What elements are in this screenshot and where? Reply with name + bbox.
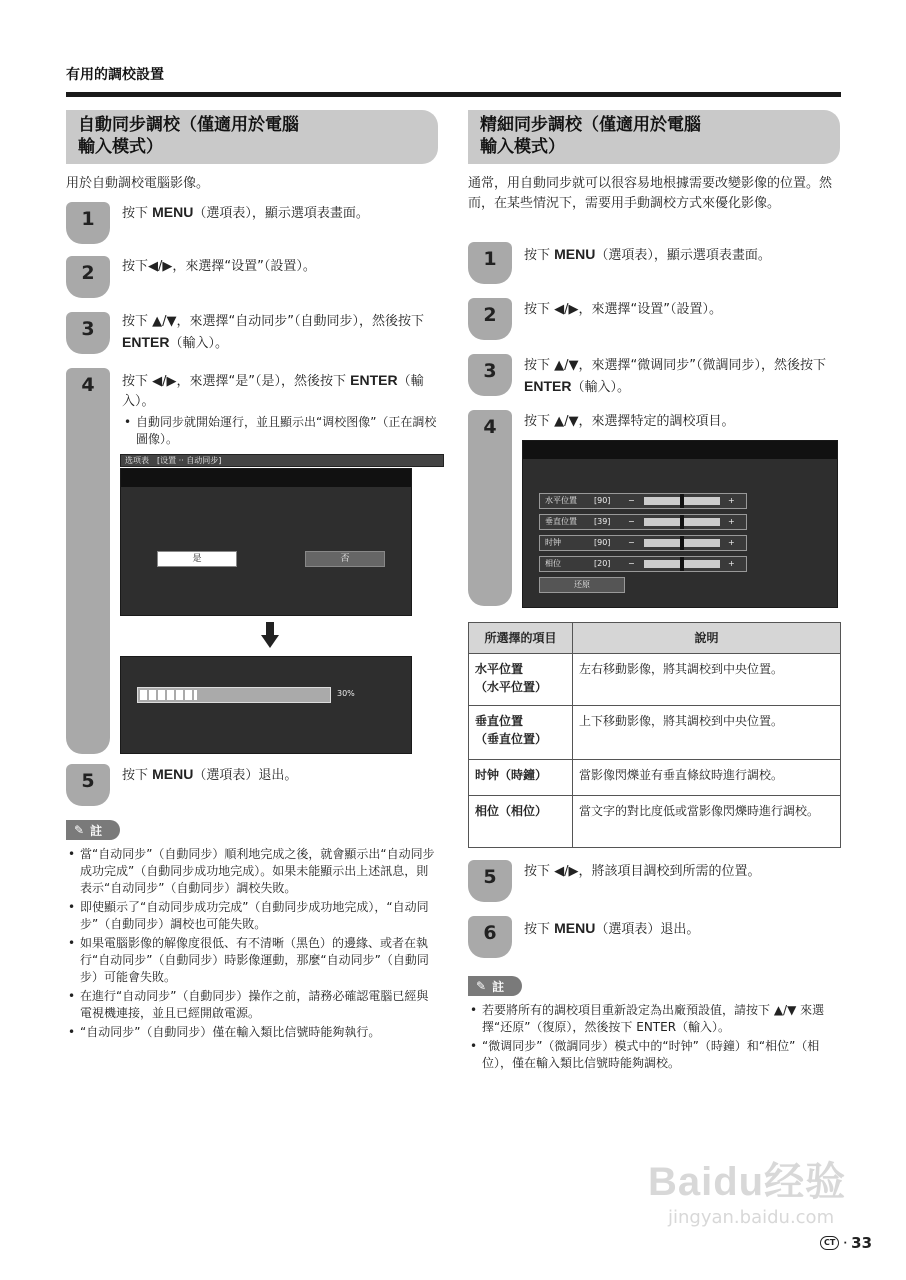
right-step-5-text: 按下 ◀/▶，將該項目調校到所需的位置。 [524, 864, 761, 879]
no-button[interactable]: 否 [305, 551, 385, 567]
right-step-6-text: 按下 MENU（選項表）退出。 [524, 920, 700, 937]
adjust-row[interactable] [539, 535, 747, 551]
step-4-bullet: • 自動同步就開始運行，並且顯示出“调校图像”（正在調校圖像）。 [122, 414, 444, 448]
step-number: 4 [483, 416, 497, 438]
adjust-slider[interactable] [644, 518, 720, 526]
note-item: • 若要將所有的調校項目重新設定為出廠預設值，請按下 ▲/▼ 來選擇“还原”（復原），然後按下 ENTER（輸入）。 [468, 1002, 842, 1036]
progress-fill [140, 690, 197, 700]
minus-icon: − [628, 517, 635, 526]
minus-icon: − [628, 496, 635, 505]
right-step-3-text: 按下 ▲/▼，來選擇“微调同步”（微調同步），然後按下 ENTER（輸入）。 [524, 358, 826, 395]
adjust-row[interactable] [539, 493, 747, 509]
step-number: 6 [483, 922, 497, 944]
right-step-4-text: 按下 ▲/▼，來選擇特定的調校項目。 [524, 414, 735, 429]
step-1-text: 按下 MENU（選項表），顯示選項表畫面。 [122, 204, 369, 221]
left-steps [66, 196, 444, 806]
table-header-row [469, 623, 841, 654]
step-number: 5 [483, 866, 497, 888]
progress-bar [137, 687, 331, 703]
note-label: 註 [90, 823, 103, 838]
step-bar [66, 368, 110, 754]
table-row [469, 654, 841, 706]
right-step-2-text: 按下 ◀/▶，來選擇“设置”（設置）。 [524, 302, 722, 317]
progress-screen [120, 656, 412, 754]
right-section-title: 精細同步調校（僅適用於電腦 輸入模式） [468, 110, 840, 164]
down-arrow-icon [260, 620, 280, 650]
table-row [469, 760, 841, 796]
pencil-icon: ✎ [74, 823, 85, 837]
plus-icon: + [728, 496, 735, 505]
auto-sync-dialog-screen [120, 468, 412, 616]
yes-button[interactable]: 是 [157, 551, 237, 567]
adjust-slider[interactable] [644, 560, 720, 568]
menu-bar [120, 454, 444, 467]
watermark-url: jingyan.baidu.com [668, 1207, 835, 1228]
step-number: 2 [81, 262, 95, 284]
menu-bar-label: 选项表 [设置 ·· 自动同步] [125, 456, 222, 465]
table-row [469, 706, 841, 760]
left-section-title: 自動同步調校（僅適用於電腦 輸入模式） [66, 110, 438, 164]
adjust-label: 相位 [545, 559, 561, 568]
step-number: 5 [81, 770, 95, 792]
reset-button[interactable]: 还原 [539, 577, 625, 593]
adjust-value: [90] [594, 496, 611, 505]
note-item: • 即使顯示了“自动同步成功完成”（自動同步成功地完成），“自动同步”（自動同步）調校也可能失敗。 [66, 899, 440, 933]
table-cell: 水平位置 （水平位置） [469, 654, 573, 706]
step-bar [468, 410, 512, 606]
note-item: • 在進行“自动同步”（自動同步）操作之前，請務必確認電腦已經與電視機連接，並且已經開啟電源。 [66, 988, 440, 1022]
description-table [468, 622, 841, 848]
progress-label: 30% [337, 689, 355, 698]
right-intro: 通常，用自動同步就可以很容易地根據需要改變影像的位置。然而，在某些情況下，需要用手動調校方式來優化影像。 [468, 176, 833, 211]
footer-dot: · [843, 1237, 848, 1249]
adjust-label: 水平位置 [545, 496, 577, 505]
step-number: 2 [483, 304, 497, 326]
lang-badge: CT [820, 1236, 839, 1250]
fine-sync-screen [522, 440, 838, 608]
page-header: 有用的調校設置 [66, 67, 164, 83]
table-cell: 上下移動影像，將其調校到中央位置。 [573, 706, 841, 760]
table-cell: 时钟（時鐘） [469, 760, 573, 796]
slider-knob[interactable] [680, 557, 684, 571]
plus-icon: + [728, 559, 735, 568]
plus-icon: + [728, 538, 735, 547]
right-step-1-text: 按下 MENU（選項表），顯示選項表畫面。 [524, 246, 771, 263]
minus-icon: − [628, 559, 635, 568]
table-cell: 當文字的對比度低或當影像閃爍時進行調校。 [573, 796, 841, 848]
page-footer [820, 1234, 872, 1252]
adjust-slider[interactable] [644, 497, 720, 505]
screen-header [523, 441, 837, 459]
note-item: • “微调同步”（微調同步）模式中的“时钟”（時鐘）和“相位”（相位），僅在輸入類比信號時能夠調校。 [468, 1038, 842, 1072]
adjust-value: [90] [594, 538, 611, 547]
note-label: 註 [492, 979, 505, 994]
table-cell: 垂直位置 （垂直位置） [469, 706, 573, 760]
slider-knob[interactable] [680, 536, 684, 550]
table-cell: 左右移動影像，將其調校到中央位置。 [573, 654, 841, 706]
adjust-value: [39] [594, 517, 611, 526]
right-notes [468, 1002, 842, 1074]
step-4-text: 按下 ◀/▶，來選擇“是”（是），然後按下 ENTER（輸入）。 [122, 372, 424, 409]
step-number: 1 [483, 248, 497, 270]
step-number: 3 [483, 360, 497, 382]
adjust-value: [20] [594, 559, 611, 568]
left-notes [66, 846, 440, 1043]
table-cell: 相位（相位） [469, 796, 573, 848]
slider-knob[interactable] [680, 515, 684, 529]
minus-icon: − [628, 538, 635, 547]
table-cell: 當影像閃爍並有垂直條紋時進行調校。 [573, 760, 841, 796]
screen-header [121, 469, 411, 487]
adjust-slider[interactable] [644, 539, 720, 547]
step-3-text: 按下 ▲/▼，來選擇“自动同步”（自動同步），然後按下 ENTER（輸入）。 [122, 314, 424, 351]
adjust-row[interactable] [539, 514, 747, 530]
slider-knob[interactable] [680, 494, 684, 508]
plus-icon: + [728, 517, 735, 526]
note-item: • “自动同步”（自動同步）僅在輸入類比信號時能夠執行。 [66, 1024, 440, 1041]
step-number: 3 [81, 318, 95, 340]
adjust-label: 时钟 [545, 538, 561, 547]
adjust-label: 垂直位置 [545, 517, 577, 526]
watermark [648, 1150, 858, 1230]
watermark-brand: Baidu经验 [648, 1160, 847, 1204]
note-item: • 如果電腦影像的解像度很低、有不清晰（黑色）的邊緣、或者在執行“自动同步”（自動同步）時影像運動，那麼“自动同步”（自動同步）可能會失敗。 [66, 935, 440, 986]
left-note-badge [66, 820, 120, 840]
pencil-icon: ✎ [476, 979, 487, 993]
step-2-text: 按下◀/▶，來選擇“设置”（設置）。 [122, 259, 316, 274]
page-number: 33 [851, 1234, 873, 1252]
step-number: 1 [81, 208, 95, 230]
header-rule [66, 92, 841, 97]
left-intro: 用於自動調校電腦影像。 [66, 176, 210, 191]
right-steps [468, 240, 842, 620]
table-header: 所選擇的項目 [469, 623, 573, 654]
note-item: • 當“自动同步”（自動同步）順利地完成之後，就會顯示出“自动同步成功完成”（自動同步成功地完成）。如果未能顯示出上述訊息，則表示“自动同步”（自動同步）調校失敗。 [66, 846, 440, 897]
table-header: 說明 [573, 623, 841, 654]
step-5-text: 按下 MENU（選項表）退出。 [122, 766, 298, 783]
step-number: 4 [81, 374, 95, 396]
table-row [469, 796, 841, 848]
right-note-badge [468, 976, 522, 996]
right-steps-end [468, 858, 842, 958]
adjust-row[interactable] [539, 556, 747, 572]
